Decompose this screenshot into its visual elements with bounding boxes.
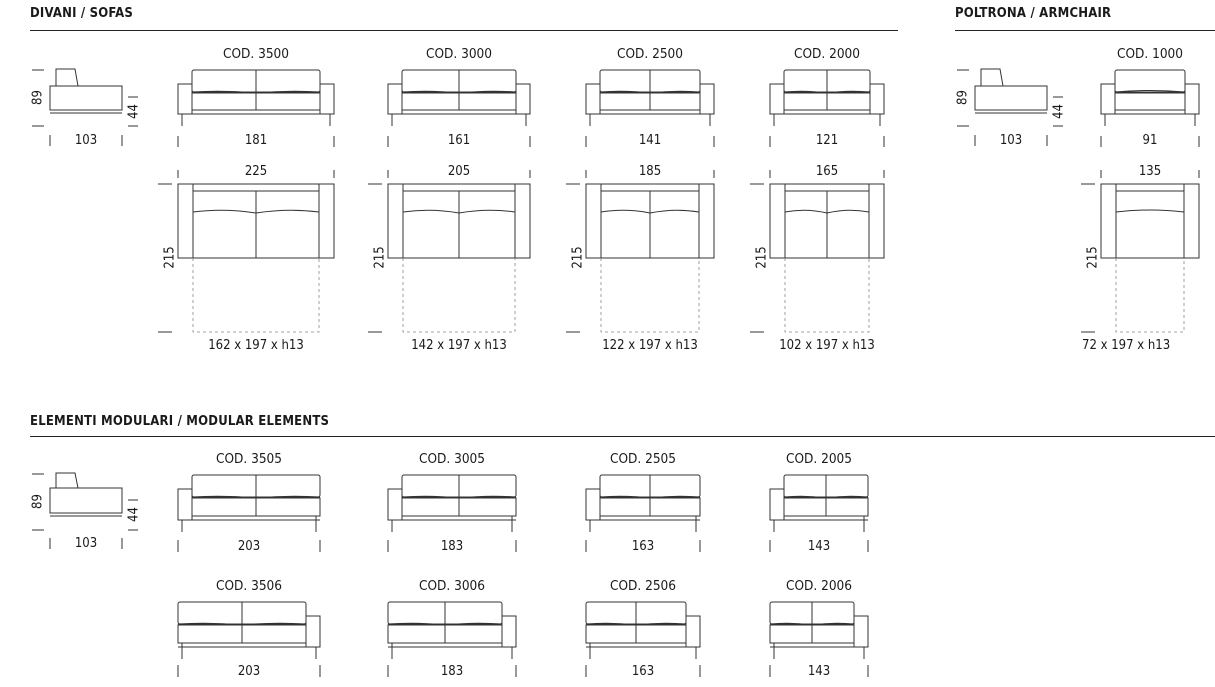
sofa-bed-2000 <box>750 170 884 332</box>
armchair-side-height-label: 89 <box>955 90 971 105</box>
sofa-width: 161 <box>447 133 471 148</box>
sofa-bed-2500 <box>566 170 714 332</box>
modular-width: 143 <box>807 539 831 554</box>
sofa-mattress-size: 122 x 197 x h13 <box>602 338 698 353</box>
armchair-bed-length: 215 <box>1085 246 1101 269</box>
modular-code: COD. 3006 <box>418 578 485 594</box>
sofa-bed-length: 215 <box>372 246 388 269</box>
section-title-modular: ELEMENTI MODULARI / MODULAR ELEMENTS <box>30 414 330 429</box>
sofa-width: 121 <box>815 133 839 148</box>
modular-side-depth-label: 103 <box>74 536 98 551</box>
sofa-mattress-size: 102 x 197 x h13 <box>779 338 875 353</box>
sofa-code: COD. 2500 <box>616 46 683 62</box>
side-depth-label: 103 <box>74 133 98 148</box>
sofa-bed-length: 215 <box>570 246 586 269</box>
modular-width: 163 <box>631 664 655 679</box>
modular-width: 183 <box>440 539 464 554</box>
armchair-side-seat-height-label: 44 <box>1051 104 1067 119</box>
sofa-mattress-size: 162 x 197 x h13 <box>208 338 304 353</box>
armchair-bed-width: 135 <box>1138 164 1162 179</box>
section-title-armchair: POLTRONA / ARMCHAIR <box>955 6 1112 21</box>
side-height-label: 89 <box>30 90 46 105</box>
modular-side-height-label: 89 <box>30 494 46 509</box>
sofa-code: COD. 3500 <box>222 46 289 62</box>
sofa-bed-length: 215 <box>754 246 770 269</box>
armchair-code: COD. 1000 <box>1116 46 1183 62</box>
sofa-bed-length: 215 <box>162 246 178 269</box>
sofa-bed-width: 185 <box>638 164 662 179</box>
modular-width: 203 <box>237 539 261 554</box>
sofa-width: 141 <box>638 133 662 148</box>
modular-width: 143 <box>807 664 831 679</box>
sofa-bed-3500 <box>158 170 334 332</box>
modular-side-seat-height-label: 44 <box>126 507 142 522</box>
modular-code: COD. 2506 <box>609 578 676 594</box>
modular-width: 183 <box>440 664 464 679</box>
modular-code: COD. 3005 <box>418 451 485 467</box>
section-title-sofas: DIVANI / SOFAS <box>30 6 133 21</box>
modular-width: 203 <box>237 664 261 679</box>
armchair-mattress-size: 72 x 197 x h13 <box>1082 338 1171 353</box>
armchair-width: 91 <box>1142 133 1158 148</box>
sofa-code: COD. 2000 <box>793 46 860 62</box>
sofa-bed-width: 165 <box>815 164 839 179</box>
sofa-mattress-size: 142 x 197 x h13 <box>411 338 507 353</box>
armchair-side-depth-label: 103 <box>999 133 1023 148</box>
modular-code: COD. 2005 <box>785 451 852 467</box>
modular-code: COD. 2006 <box>785 578 852 594</box>
sofa-bed-3000 <box>368 170 530 332</box>
sofa-bed-width: 225 <box>244 164 268 179</box>
modular-width: 163 <box>631 539 655 554</box>
modular-code: COD. 3506 <box>215 578 282 594</box>
modular-code: COD. 2505 <box>609 451 676 467</box>
sofa-code: COD. 3000 <box>425 46 492 62</box>
sofa-bed-width: 205 <box>447 164 471 179</box>
sofa-width: 181 <box>244 133 268 148</box>
side-seat-height-label: 44 <box>126 104 142 119</box>
modular-code: COD. 3505 <box>215 451 282 467</box>
